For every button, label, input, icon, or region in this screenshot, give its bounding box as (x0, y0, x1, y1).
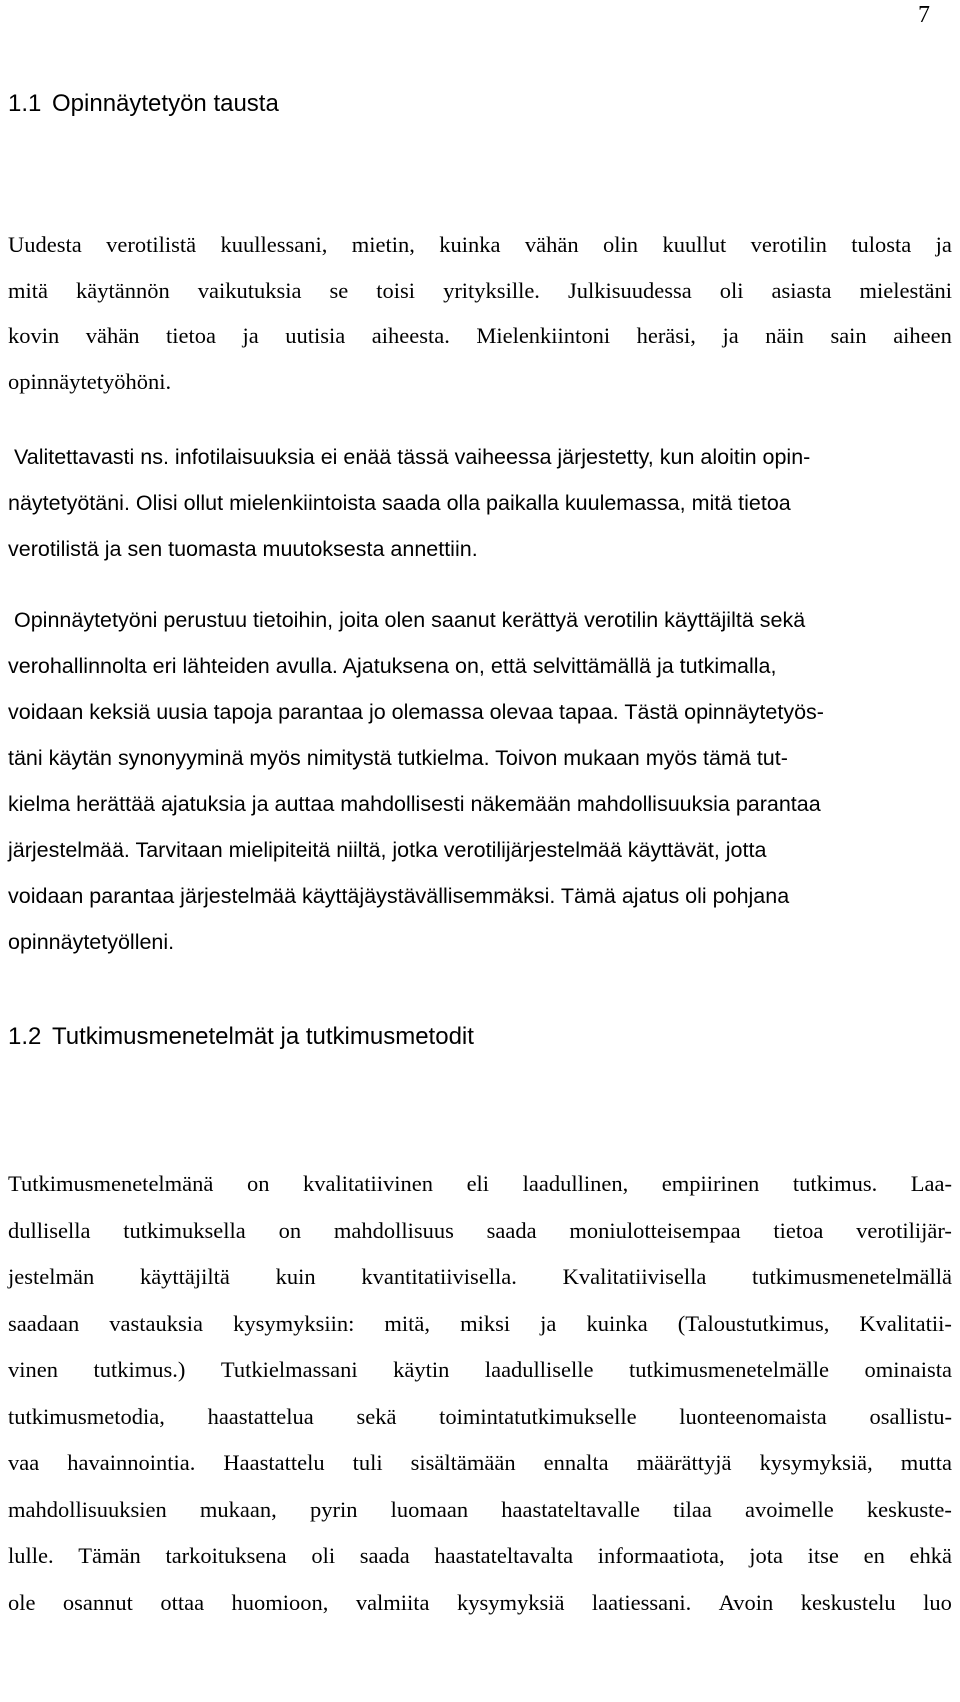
page-number: 7 (918, 2, 930, 28)
section-heading-1-2 (8, 1023, 474, 1051)
section-title: Tutkimusmenetelmät ja tutkimusmetodit (52, 1023, 474, 1050)
section-number: 1.1 (8, 90, 42, 117)
section-heading-1-1 (8, 90, 279, 118)
section-number: 1.2 (8, 1023, 42, 1050)
section-title: Opinnäytetyön tausta (52, 90, 279, 117)
